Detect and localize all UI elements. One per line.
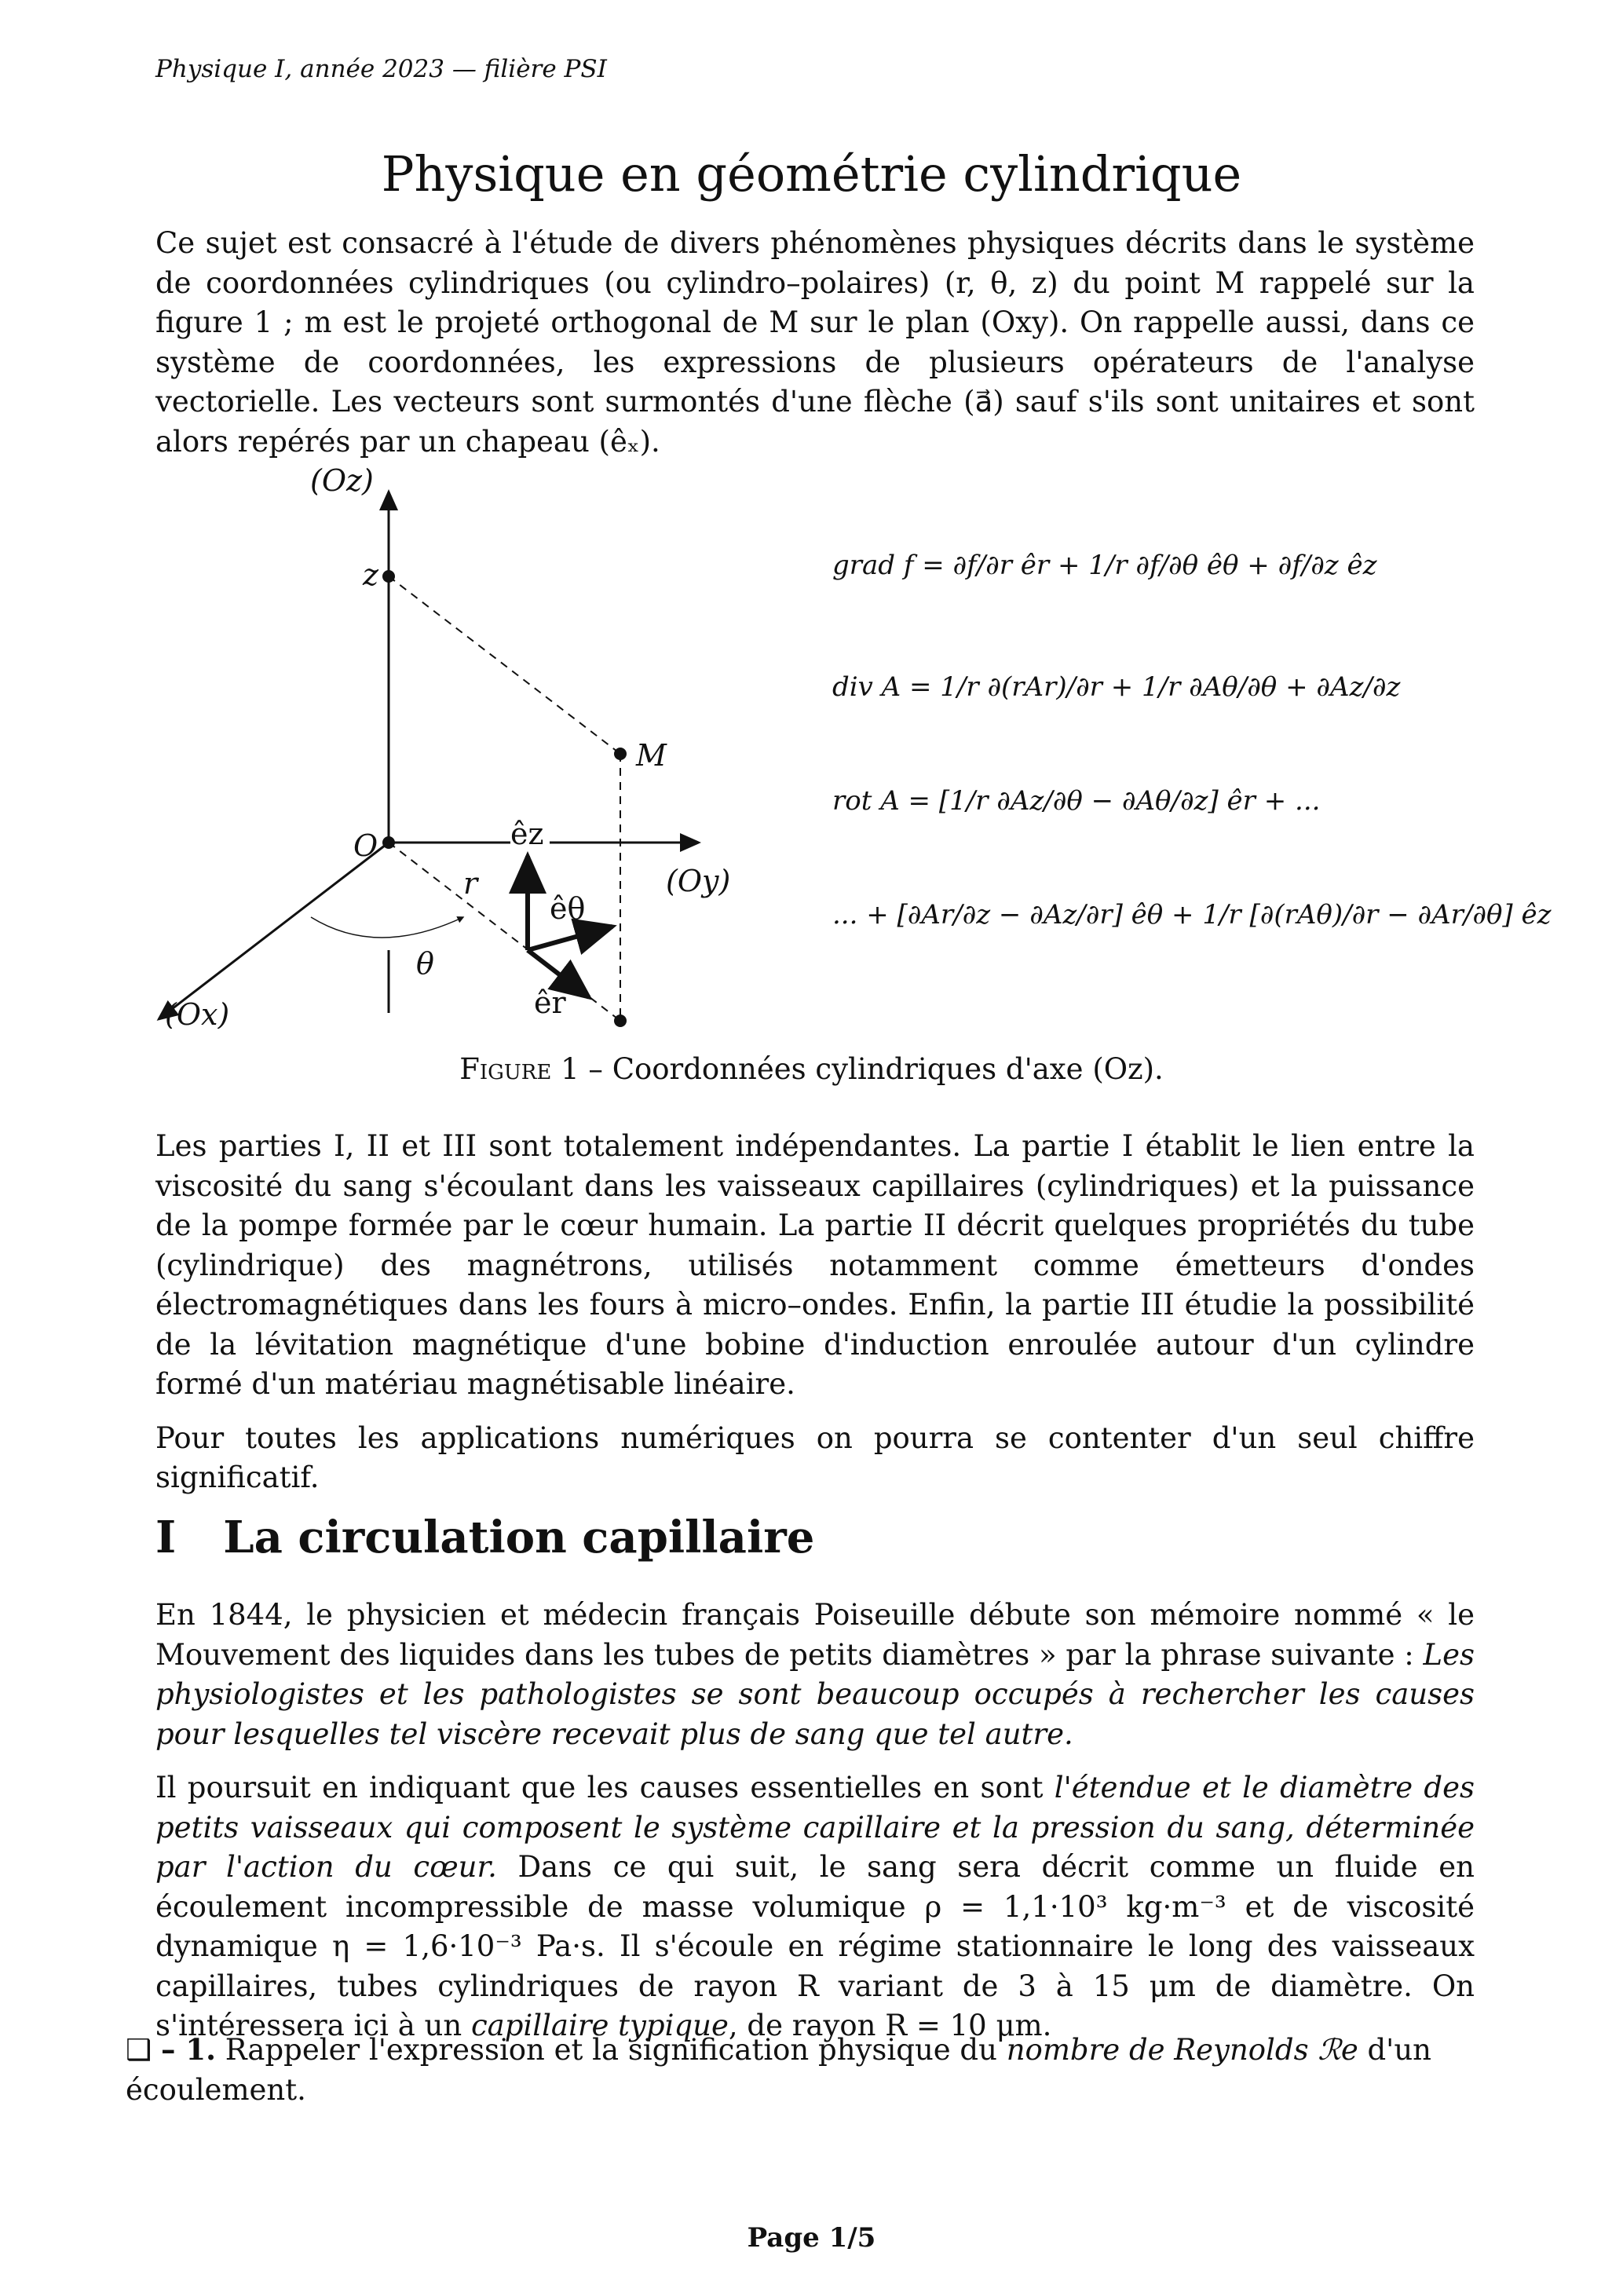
equation-rot-2: ... + [∂Ar/∂z − ∂Az/∂r] êθ + 1/r [∂(rAθ)/∂r − ∂Ar/∂θ] êz	[832, 899, 1552, 930]
equation-grad: grad f = ∂f/∂r êr + 1/r ∂f/∂θ êθ + ∂f/∂z êz	[832, 550, 1377, 581]
p1-text: En 1844, le physicien et médecin français Poiseuille débute son mémoire nommé « le Mouvement des liquides dans les tubes de petits diamètres » par la phrase suivante :	[155, 1598, 1475, 1672]
question-text: Rappeler l'expression et la signification physique du	[215, 2033, 1007, 2067]
etheta-vector	[528, 927, 612, 950]
running-header: Physique I, année 2023 — filière PSI	[155, 55, 607, 83]
caption-text: – Coordonnées cylindriques d'axe (Oz).	[579, 1052, 1164, 1086]
cylindrical-coordinates-figure	[141, 463, 738, 1029]
p2-text-c: Dans ce qui suit, le sang sera décrit comme un fluide en écoulement incompressible de masse volumique ρ = 1,1·10³ kg·m⁻³ et de viscosité dynamique η = 1,6·10⁻³ Pa·s. Il s'écoule en régime stationnaire le long des vaisseaux capillaires, tubes cylindriques de rayon R variant de 3 à 15 μm de diamètre. On s'intéressera ici à un	[155, 1850, 1475, 2042]
p2-text-a: Il poursuit en indiquant que les causes essentielles en sont	[155, 1771, 1055, 1804]
question-text-end: d'un écoulement.	[126, 2033, 1432, 2107]
question-1	[126, 2030, 1476, 2110]
ox-axis	[159, 843, 389, 1019]
label-z: z	[363, 558, 379, 592]
caption-label: Figure 1	[459, 1052, 579, 1086]
label-o: O	[353, 828, 378, 863]
numerics-paragraph: Pour toutes les applications numériques on pourra se contenter d'un seul chiffre significatif.	[155, 1420, 1475, 1494]
section-title: La circulation capillaire	[223, 1512, 815, 1563]
section-heading	[155, 1512, 861, 1563]
body-text-1	[155, 1127, 1475, 1512]
p2-emph: capillaire typique	[470, 2009, 729, 2042]
parts-paragraph: Les parties I, II et III sont totalement indépendantes. La partie I établit le lien entre la viscosité du sang s'écoulant dans les vaisseaux capillaires (cylindriques) et la puissance de la pompe formée par le cœur humain. La partie II décrit quelques propriétés du tube (cylindrique) des magnétrons, utilisés notamment comme émetteurs d'ondes électromagnétiques dans les fours à micro–ondes. Enfin, la partie III étudie la possibilité de la lévitation magnétique d'une bobine d'induction enroulée autour d'un cylindre formé d'un matériau magnétisable linéaire.	[155, 1129, 1475, 1401]
label-m-point: M	[636, 738, 667, 773]
label-r: r	[463, 866, 478, 901]
p2-text-e: , de rayon R = 10 μm.	[728, 2009, 1052, 2042]
question-number: – 1.	[160, 2032, 216, 2067]
p2-quote: l'étendue et le diamètre des petits vaisseaux qui composent le système capillaire et la pression du sang, déterminée par l'action du cœur.	[155, 1771, 1475, 1884]
theta-arc	[311, 917, 463, 938]
equation-rot-1: rot A = [1/r ∂Az/∂θ − ∂Aθ/∂z] êr + ...	[832, 785, 1321, 817]
label-oz: (Oz)	[310, 463, 374, 498]
poiseuille-paragraph	[155, 1596, 1475, 1754]
section-number: I	[155, 1512, 177, 1563]
equation-div: div A = 1/r ∂(rAr)/∂r + 1/r ∂Aθ/∂θ + ∂Az/∂z	[832, 671, 1401, 703]
label-etheta: êθ	[550, 891, 586, 926]
label-ox: (Ox)	[165, 997, 230, 1029]
question-term: nombre de Reynolds ℛe	[1006, 2033, 1358, 2067]
p1-quote: Les physiologistes et les pathologistes se sont beaucoup occupés à rechercher les causes pour lesquelles tel viscère recevait plus de sang que tel autre.	[155, 1637, 1475, 1751]
label-theta: θ	[416, 946, 434, 981]
figure-caption	[0, 1052, 1623, 1086]
intro-paragraph: Ce sujet est consacré à l'étude de divers phénomènes physiques décrits dans le système de coordonnées cylindriques (ou cylindro–polaires) (r, θ, z) du point M rappelé sur la figure 1 ; m est le projeté orthogonal de M sur le plan (Oxy). On rappelle aussi, dans ce système de coordonnées, les expressions de plusieurs opérateurs de l'analyse vectorielle. Les vecteurs sont surmontés d'une flèche (a⃗) sauf s'ils sont unitaires et sont alors repérés par un chapeau (êₓ).	[155, 226, 1475, 459]
page-title: Physique en géométrie cylindrique	[381, 145, 1242, 203]
label-oy: (Oy)	[666, 864, 731, 898]
label-er: êr	[534, 985, 566, 1020]
body-text-2	[155, 1596, 1475, 2060]
checkbox-icon[interactable]: ❑	[126, 2033, 152, 2067]
label-ez: êz	[510, 817, 544, 851]
page-number: Page 1/5	[747, 2222, 876, 2254]
causes-paragraph	[155, 1768, 1475, 2046]
